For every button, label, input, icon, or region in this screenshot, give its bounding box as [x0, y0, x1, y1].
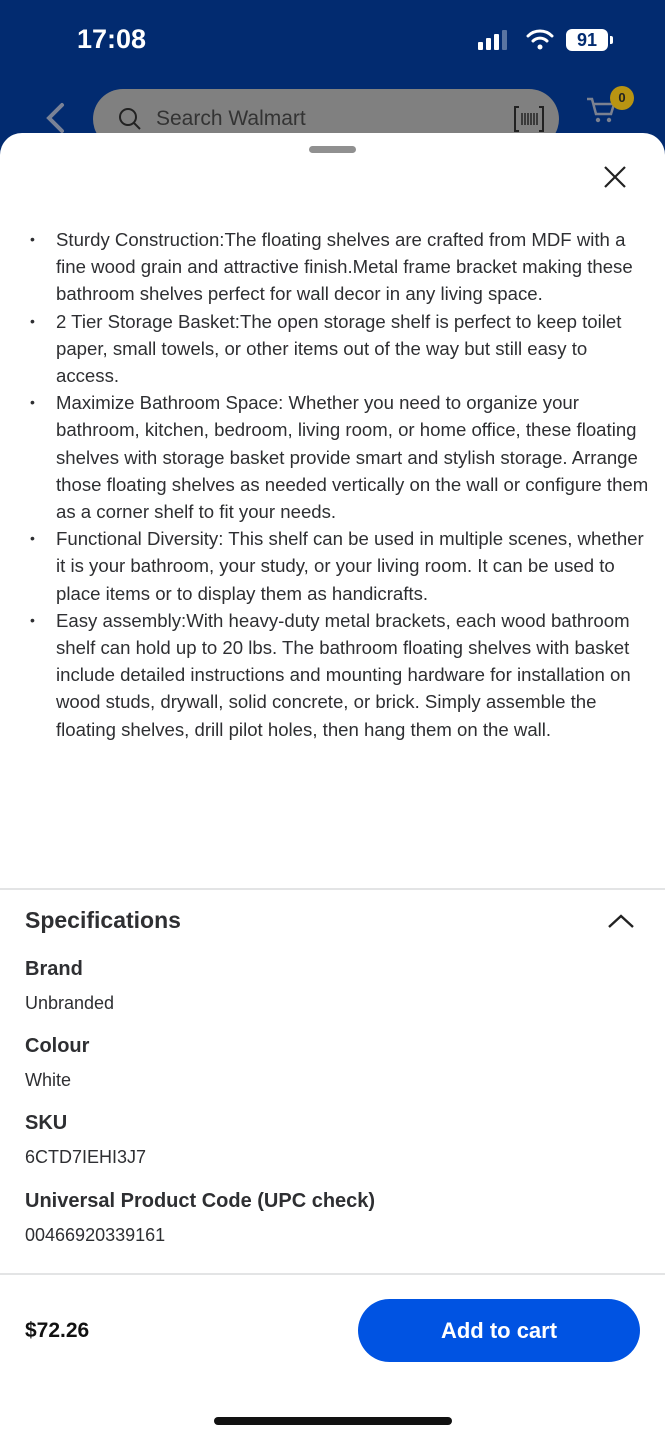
- spec-value: Unbranded: [25, 993, 115, 1013]
- description-sheet: [0, 133, 665, 1440]
- cart-count-badge: 0: [610, 86, 634, 110]
- spec-value: 6CTD7IEHI3J7: [25, 1147, 147, 1167]
- spec-upc: [25, 1187, 375, 1249]
- specifications-heading: Specifications: [25, 907, 181, 933]
- back-icon[interactable]: [44, 102, 66, 134]
- add-to-cart-button[interactable]: Add to cart: [358, 1299, 640, 1362]
- drag-handle[interactable]: [309, 146, 356, 153]
- spec-label: Universal Product Code (UPC check): [25, 1190, 376, 1212]
- spec-brand: [25, 955, 114, 1017]
- search-placeholder: Search Walmart: [156, 107, 306, 130]
- spec-label: Brand: [25, 958, 83, 980]
- list-item: • Functional Diversity: This shelf can be used in multiple scenes, whether it is your bathroom, your study, or your living room. It can be used to place items or to display them as handicrafts.: [30, 525, 650, 607]
- divider: [0, 1273, 665, 1275]
- barcode-scan-icon[interactable]: [513, 105, 545, 133]
- list-item: • Sturdy Construction:The floating shelves are crafted from MDF with a fine wood grain and attractive finish.Metal frame bracket making these bathroom shelves perfect for wall decor in any living space.: [30, 226, 650, 308]
- spec-label: Colour: [25, 1035, 90, 1057]
- spec-colour: [25, 1032, 89, 1094]
- spec-value: 00466920339161: [25, 1225, 166, 1245]
- wifi-icon: [526, 28, 554, 50]
- spec-sku: [25, 1109, 146, 1171]
- close-icon[interactable]: [603, 165, 627, 189]
- spec-label: SKU: [25, 1112, 68, 1134]
- list-item: • Easy assembly:With heavy-duty metal brackets, each wood bathroom shelf can hold up to 20 lbs. The bathroom floating shelves with basket include detailed instructions and mounting hardware for installation on wood studs, drywall, solid concrete, or brick. Simply assemble the floating shelves, drill pilot holes, then hang them on the wall.: [30, 607, 650, 743]
- clock: 17:08: [77, 24, 147, 54]
- battery-icon: 91: [566, 29, 608, 51]
- signal-icon: [478, 30, 507, 50]
- description-bullets: [30, 226, 650, 743]
- chevron-up-icon[interactable]: [607, 913, 635, 929]
- status-bar: [0, 0, 665, 80]
- divider: [0, 888, 665, 890]
- list-item: • 2 Tier Storage Basket:The open storage shelf is perfect to keep toilet paper, small towels, or other items out of the way but still easy to access.: [30, 308, 650, 390]
- home-indicator: [214, 1417, 452, 1425]
- search-icon: [118, 107, 142, 131]
- list-item: • Maximize Bathroom Space: Whether you need to organize your bathroom, kitchen, bedroom, living room, or home office, these floating shelves with storage basket provide smart and stylish storage. Arrange those floating shelves as needed vertically on the wall or configure them as a corner shelf to fit your needs.: [30, 389, 650, 525]
- spec-value: White: [25, 1070, 72, 1090]
- price: $72.26: [25, 1319, 90, 1342]
